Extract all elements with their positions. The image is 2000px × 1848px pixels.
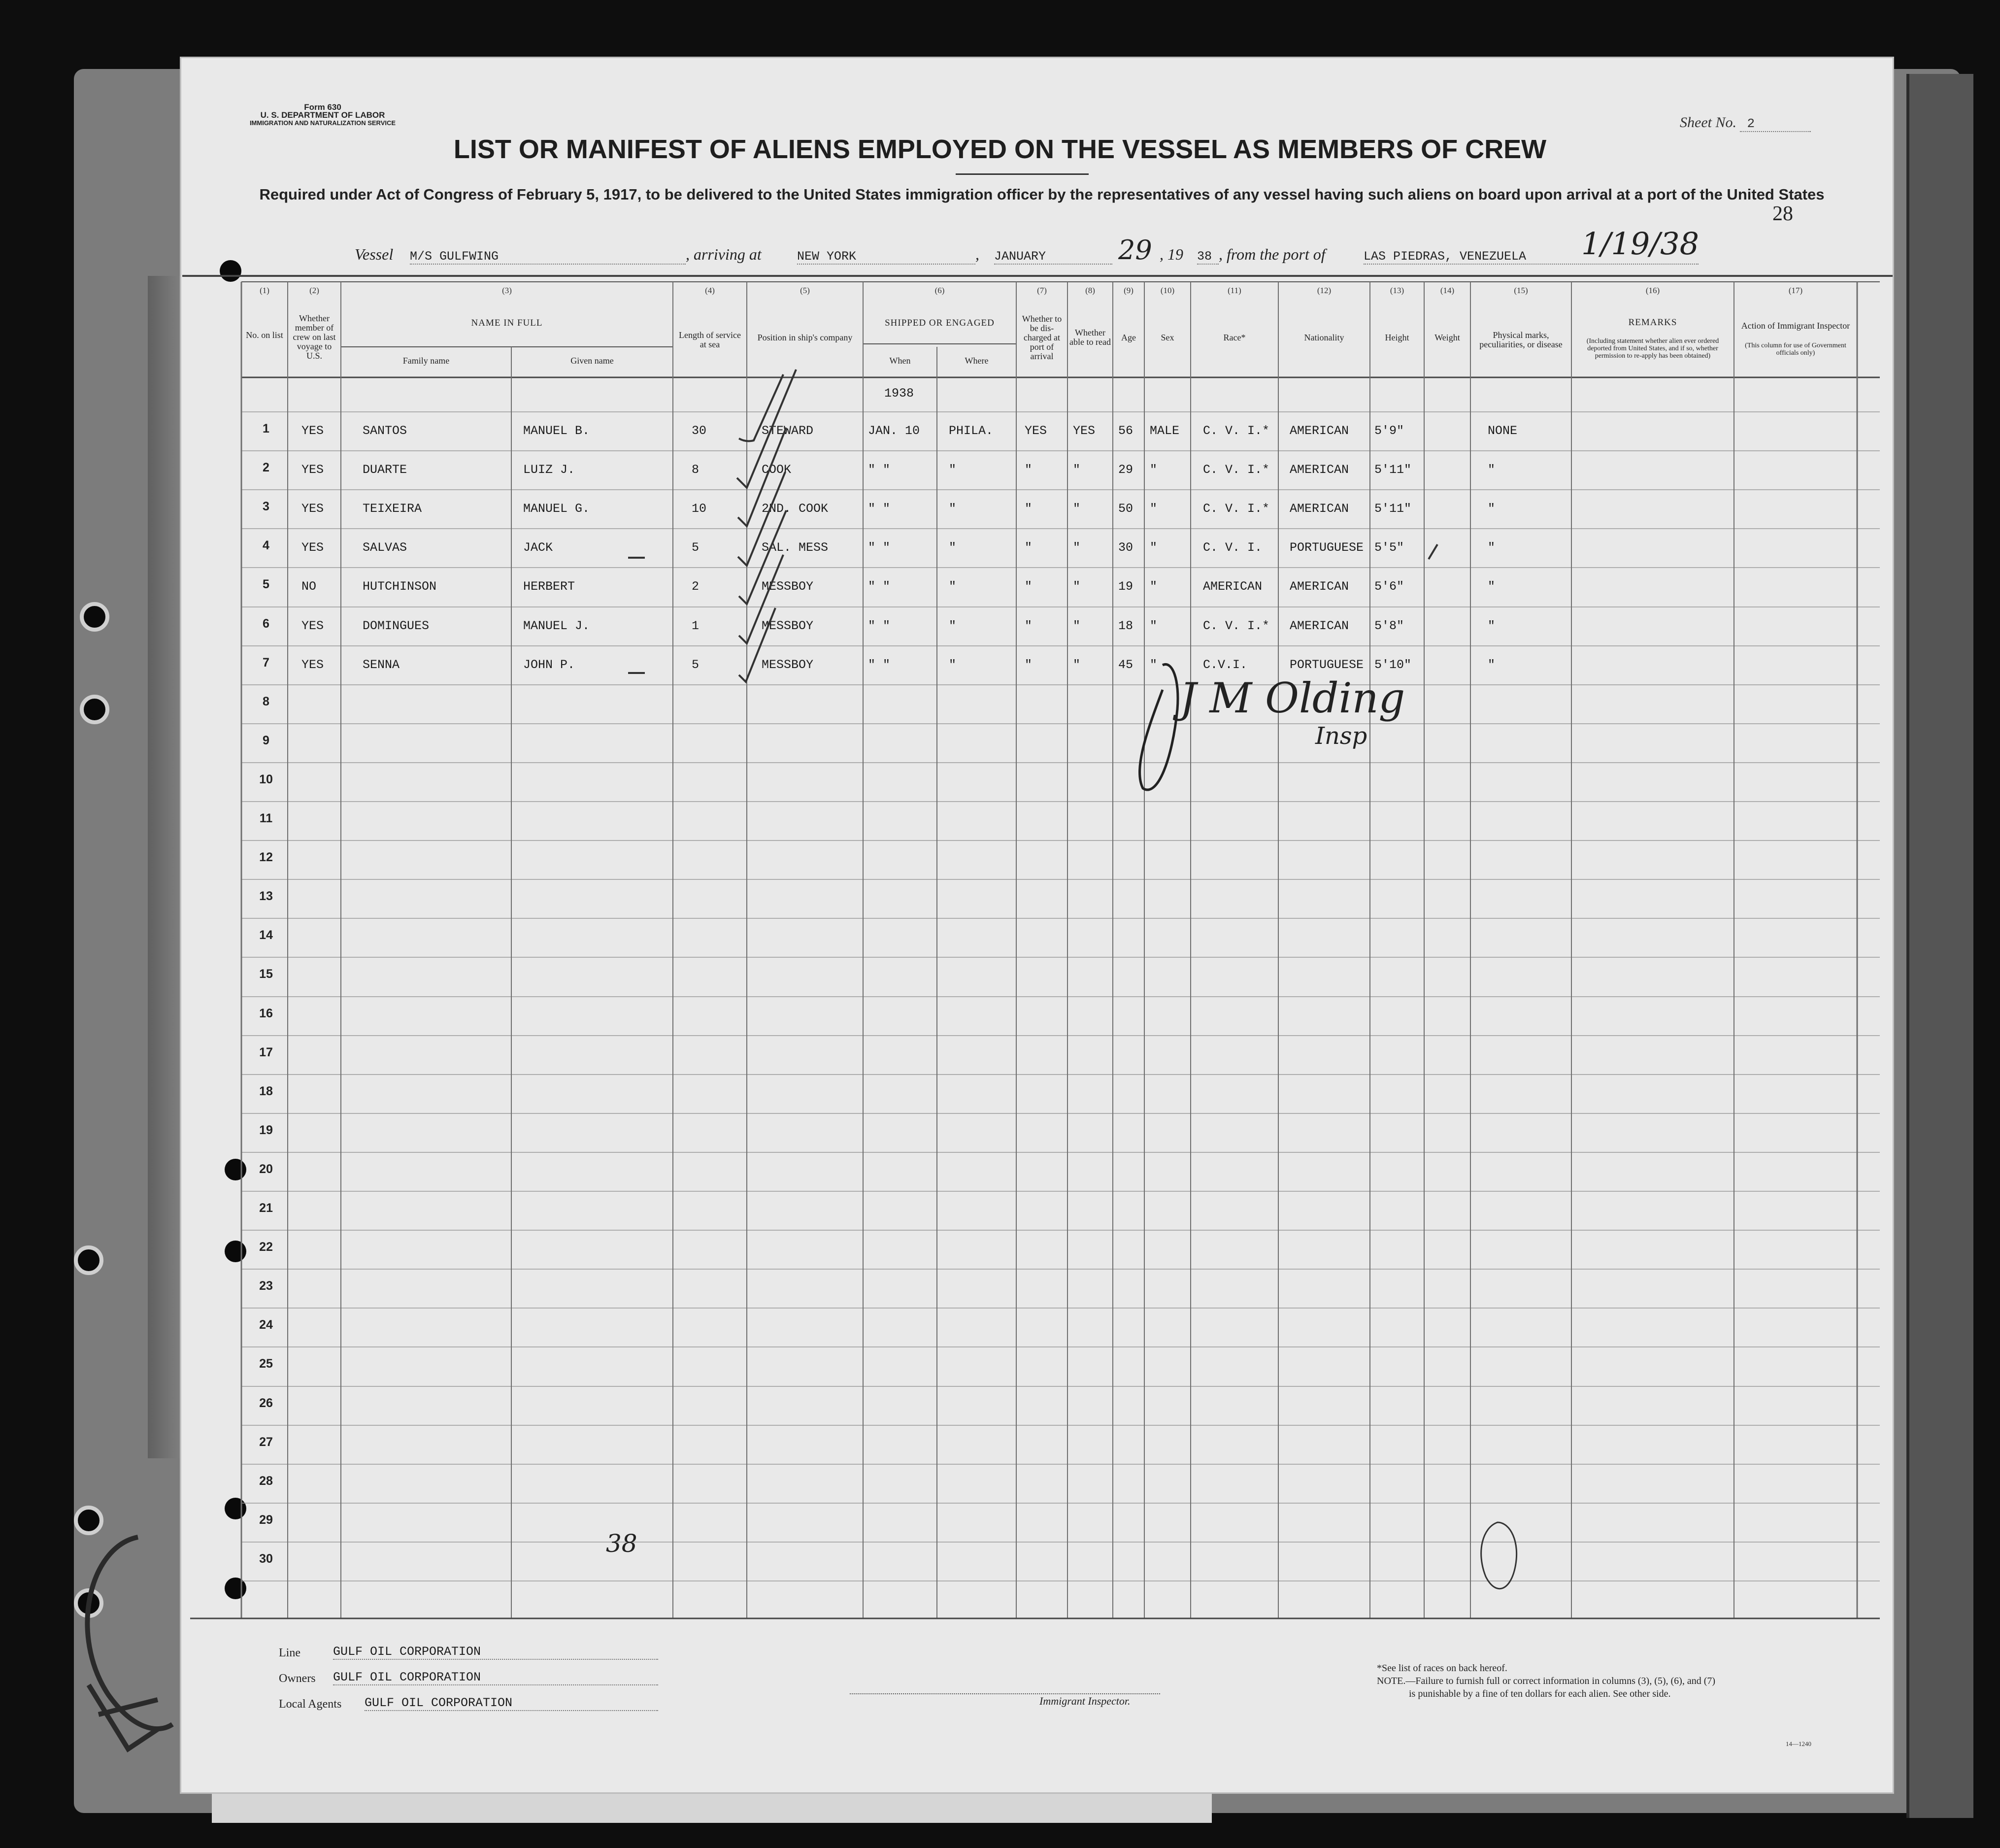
cell-prev: NO <box>301 579 317 594</box>
col-header-last-voyage: Whether member of crew on last voyage to U.S. <box>293 313 336 361</box>
row-number: 3 <box>263 500 269 513</box>
cell-race: AMERICAN <box>1203 579 1263 594</box>
cell-height: 5'6" <box>1374 579 1404 594</box>
col-header-shipped: SHIPPED OR ENGAGED <box>885 317 995 328</box>
row-number: 2 <box>263 461 269 474</box>
cell-prev: YES <box>301 424 324 438</box>
penalty-note-1: NOTE.—Failure to furnish full or correct information in columns (3), (5), (6), and (7) <box>1377 1676 1716 1686</box>
cell-family: DUARTE <box>363 463 407 477</box>
col-num-13: (13) <box>1390 286 1404 295</box>
engaged-year: 1938 <box>884 386 914 401</box>
cell-discharged: " <box>1025 540 1033 555</box>
cell-when: " " <box>868 658 891 672</box>
col-num-12: (12) <box>1317 286 1332 295</box>
cell-position: MESSBOY <box>762 619 814 633</box>
inspector-signature: J M Olding <box>1180 674 1405 722</box>
row-number: 24 <box>259 1318 273 1332</box>
cell-prev: YES <box>301 540 324 555</box>
cell-position: MESSBOY <box>762 658 814 672</box>
col-header-family-name: Family name <box>402 355 450 366</box>
checkmark <box>738 428 786 526</box>
row-number: 18 <box>259 1084 273 1098</box>
cell-age: 50 <box>1118 502 1133 516</box>
cell-discharged: " <box>1025 463 1033 477</box>
cell-race: C. V. I.* <box>1203 619 1270 633</box>
cell-position: 2ND. COOK <box>762 502 829 516</box>
col-header-when: When <box>889 355 911 366</box>
circled-number: 38 <box>606 1529 637 1558</box>
cell-read: " <box>1073 619 1081 633</box>
row-number: 11 <box>259 811 273 825</box>
cell-marks: " <box>1488 619 1496 633</box>
cell-when: " " <box>868 540 891 555</box>
col-num-4: (4) <box>705 286 715 295</box>
col-num-17: (17) <box>1788 286 1803 295</box>
row-number: 27 <box>259 1435 273 1449</box>
col-num-15: (15) <box>1514 286 1528 295</box>
cell-prev: YES <box>301 463 324 477</box>
cell-race: C. V. I.* <box>1203 502 1270 516</box>
service-name: IMMIGRATION AND NATURALIZATION SERVICE <box>249 119 396 127</box>
col-header-discharged: Whether to be dis-charged at port of arrival <box>1022 313 1062 361</box>
cell-nationality: AMERICAN <box>1290 463 1349 477</box>
col-num-16: (16) <box>1645 286 1660 295</box>
cell-given: MANUEL B. <box>523 424 590 438</box>
cell-read: " <box>1073 658 1081 672</box>
cell-length: 30 <box>692 424 707 438</box>
cell-family: SALVAS <box>363 540 407 555</box>
cell-where: PHILA. <box>949 424 994 438</box>
cell-given: MANUEL G. <box>523 502 590 516</box>
cell-given: MANUEL J. <box>523 619 590 633</box>
arriving-label: , arriving at <box>686 245 762 263</box>
col-header-inspector-note: (This column for use of Government officials only) <box>1745 342 1846 357</box>
cell-age: 19 <box>1118 579 1133 594</box>
cell-sex: " <box>1150 658 1158 672</box>
cell-discharged: " <box>1025 619 1033 633</box>
line-value: GULF OIL CORPORATION <box>333 1645 658 1660</box>
cell-where: " <box>949 579 957 594</box>
cell-height: 5'5" <box>1374 540 1404 555</box>
cell-height: 5'11" <box>1374 463 1412 477</box>
col-num-8: (8) <box>1085 286 1095 295</box>
cell-marks: " <box>1488 463 1496 477</box>
cell-marks: NONE <box>1488 424 1518 438</box>
col-header-race: Race* <box>1223 332 1246 342</box>
cell-where: " <box>949 502 957 516</box>
row-number: 6 <box>263 617 269 631</box>
page-number: 28 <box>1772 202 1793 225</box>
row-number: 28 <box>259 1474 273 1488</box>
handwritten-date: 1/19/38 <box>1581 226 1700 262</box>
cell-position: COOK <box>762 463 792 477</box>
cell-marks: " <box>1488 502 1496 516</box>
tick-mark <box>1429 544 1437 559</box>
from-port-label: , from the port of <box>1219 245 1326 263</box>
cell-age: 56 <box>1118 424 1133 438</box>
cell-age: 29 <box>1118 463 1133 477</box>
owners-value: GULF OIL CORPORATION <box>333 1670 658 1685</box>
inspector-signature-title: Insp <box>1315 722 1367 750</box>
cell-where: " <box>949 619 957 633</box>
cell-discharged: " <box>1025 658 1033 672</box>
cell-nationality: AMERICAN <box>1290 424 1349 438</box>
cell-given: JOHN P. <box>523 658 575 672</box>
row-number: 5 <box>263 577 269 591</box>
cell-length: 5 <box>692 540 700 555</box>
row-number: 23 <box>259 1279 273 1293</box>
col-num-7: (7) <box>1037 286 1047 295</box>
col-header-height: Height <box>1385 332 1409 342</box>
cell-sex: " <box>1150 463 1158 477</box>
col-num-5: (5) <box>800 286 810 295</box>
cell-family: HUTCHINSON <box>363 579 437 594</box>
col-header-sex: Sex <box>1161 332 1174 342</box>
col-num-6: (6) <box>934 286 945 295</box>
cell-discharged: YES <box>1025 424 1047 438</box>
cell-sex: " <box>1150 619 1158 633</box>
cell-marks: " <box>1488 540 1496 555</box>
cell-when: JAN. 10 <box>868 424 920 438</box>
col-header-remarks: REMARKS <box>1628 317 1677 328</box>
row-number: 26 <box>259 1396 273 1410</box>
vessel-label: Vessel <box>355 245 394 263</box>
cell-height: 5'11" <box>1374 502 1412 516</box>
cell-position: STEWARD <box>762 424 814 438</box>
col-header-remarks-note: (Including statement whether alien ever ordered deported from United States, and if so, whether permission to re-apply has been obtained) <box>1586 337 1719 360</box>
cell-race: C. V. I. <box>1203 540 1263 555</box>
cell-age: 18 <box>1118 619 1133 633</box>
col-header-age: Age <box>1121 332 1136 342</box>
cell-discharged: " <box>1025 502 1033 516</box>
col-num-9: (9) <box>1124 286 1133 295</box>
cell-nationality: PORTUGUESE <box>1290 540 1364 555</box>
row-number: 16 <box>259 1007 273 1020</box>
row-number: 21 <box>259 1201 273 1215</box>
departure-port: LAS PIEDRAS, VENEZUELA <box>1364 249 1699 265</box>
row-number: 30 <box>259 1552 273 1566</box>
row-number: 19 <box>259 1123 273 1137</box>
arrival-year: 38 <box>1197 249 1219 265</box>
signature-flourish <box>1140 664 1178 790</box>
cell-where: " <box>949 658 957 672</box>
row-number: 17 <box>259 1045 273 1059</box>
cell-prev: YES <box>301 619 324 633</box>
cell-marks: " <box>1488 658 1496 672</box>
col-header-physical-marks: Physical marks, peculiarities, or disease <box>1479 330 1563 349</box>
owners-label: Owners <box>279 1672 316 1685</box>
year-prefix: , 19 <box>1160 245 1183 263</box>
cell-length: 2 <box>692 579 700 594</box>
cell-age: 45 <box>1118 658 1133 672</box>
cell-given: JACK <box>523 540 553 555</box>
cell-nationality: AMERICAN <box>1290 619 1349 633</box>
cell-race: C.V.I. <box>1203 658 1248 672</box>
page-title: LIST OR MANIFEST OF ALIENS EMPLOYED ON THE VESSEL AS MEMBERS OF CREW <box>453 134 1547 164</box>
col-num-11: (11) <box>1228 286 1241 295</box>
cell-given: HERBERT <box>523 579 575 594</box>
cell-position: SAL. MESS <box>762 540 829 555</box>
arrival-port: NEW YORK <box>797 249 975 265</box>
col-header-where: Where <box>965 355 989 366</box>
sheet-label: Sheet No. <box>1680 114 1736 131</box>
cell-family: SENNA <box>363 658 400 672</box>
cell-prev: YES <box>301 502 324 516</box>
checkmark <box>737 370 796 488</box>
col-header-length-service: Length of service at sea <box>679 330 741 349</box>
col-header-given-name: Given name <box>570 355 614 366</box>
races-note: *See list of races on back hereof. <box>1377 1663 1507 1674</box>
line-label: Line <box>279 1646 300 1659</box>
page-subtitle: Required under Act of Congress of February 5, 1917, to be delivered to the United States immigration officer by the representatives of any vessel having such aliens on board upon arrival at a port of the United States <box>259 186 1825 203</box>
row-number: 8 <box>263 695 269 708</box>
cell-where: " <box>949 540 957 555</box>
cell-length: 5 <box>692 658 700 672</box>
cell-length: 10 <box>692 502 707 516</box>
col-num-3: (3) <box>502 286 512 295</box>
row-number: 14 <box>259 928 273 942</box>
cell-when: " " <box>868 579 891 594</box>
col-header-read: Whether able to read <box>1069 328 1111 347</box>
checkmark <box>739 374 783 441</box>
inspector-label: Immigrant Inspector. <box>1039 1695 1131 1707</box>
arrival-day: 29 <box>1118 235 1152 266</box>
circle-mark <box>1481 1522 1517 1589</box>
col-header-position: Position in ship's company <box>757 332 853 342</box>
cell-nationality: PORTUGUESE <box>1290 658 1364 672</box>
inspector-signature-line <box>850 1693 1160 1694</box>
row-number: 7 <box>263 656 269 670</box>
cell-family: TEIXEIRA <box>363 502 422 516</box>
crayon-mark <box>89 1685 158 1749</box>
row-number: 25 <box>259 1357 273 1371</box>
arrival-month: JANUARY <box>994 249 1112 265</box>
col-header-name: NAME IN FULL <box>471 317 543 328</box>
agents-value: GULF OIL CORPORATION <box>365 1696 658 1711</box>
cell-sex: MALE <box>1150 424 1180 438</box>
col-num-1: (1) <box>260 286 269 295</box>
cell-read: " <box>1073 502 1081 516</box>
row-number: 13 <box>259 889 273 903</box>
cell-read: " <box>1073 540 1081 555</box>
form-code: 14—1240 <box>1786 1740 1811 1747</box>
cell-marks: " <box>1488 579 1496 594</box>
form-number: Form 630 <box>304 102 341 112</box>
row-number: 4 <box>263 538 269 552</box>
cell-where: " <box>949 463 957 477</box>
cell-sex: " <box>1150 579 1158 594</box>
cell-race: C. V. I.* <box>1203 424 1270 438</box>
comma-sep: , <box>975 245 979 263</box>
col-header-inspector-action: Action of Immigrant Inspector <box>1741 320 1850 331</box>
cell-when: " " <box>868 463 891 477</box>
cell-when: " " <box>868 619 891 633</box>
col-num-14: (14) <box>1440 286 1455 295</box>
cell-nationality: AMERICAN <box>1290 579 1349 594</box>
row-number: 20 <box>259 1162 273 1176</box>
cell-prev: YES <box>301 658 324 672</box>
cell-read: YES <box>1073 424 1096 438</box>
cell-family: SANTOS <box>363 424 407 438</box>
cell-sex: " <box>1150 502 1158 516</box>
cell-length: 8 <box>692 463 700 477</box>
cell-when: " " <box>868 502 891 516</box>
cell-age: 30 <box>1118 540 1133 555</box>
cell-length: 1 <box>692 619 700 633</box>
col-header-weight: Weight <box>1434 332 1460 342</box>
cell-position: MESSBOY <box>762 579 814 594</box>
cell-family: DOMINGUES <box>363 619 430 633</box>
cell-height: 5'8" <box>1374 619 1404 633</box>
col-header-no: No. on list <box>246 330 283 340</box>
cell-nationality: AMERICAN <box>1290 502 1349 516</box>
cell-read: " <box>1073 579 1081 594</box>
col-num-2: (2) <box>309 286 319 295</box>
row-number: 22 <box>259 1240 273 1254</box>
cell-race: C. V. I.* <box>1203 463 1270 477</box>
row-number: 15 <box>259 967 273 981</box>
vessel-name: M/S GULFWING <box>410 249 686 265</box>
row-number: 12 <box>259 850 273 864</box>
col-num-10: (10) <box>1160 286 1175 295</box>
cell-given: LUIZ J. <box>523 463 575 477</box>
row-number: 1 <box>263 422 269 436</box>
row-number: 9 <box>263 734 269 747</box>
penalty-note-2: is punishable by a fine of ten dollars for each alien. See other side. <box>1409 1688 1671 1699</box>
cell-height: 5'10" <box>1374 658 1412 672</box>
row-number: 10 <box>259 773 273 786</box>
row-number: 29 <box>259 1513 273 1527</box>
col-header-nationality: Nationality <box>1304 332 1344 342</box>
cell-read: " <box>1073 463 1081 477</box>
cell-discharged: " <box>1025 579 1033 594</box>
cell-height: 5'9" <box>1374 424 1404 438</box>
sheet-value: 2 <box>1740 116 1811 132</box>
agents-label: Local Agents <box>279 1698 342 1711</box>
cell-sex: " <box>1150 540 1158 555</box>
department-name: U. S. DEPARTMENT OF LABOR <box>260 110 385 120</box>
